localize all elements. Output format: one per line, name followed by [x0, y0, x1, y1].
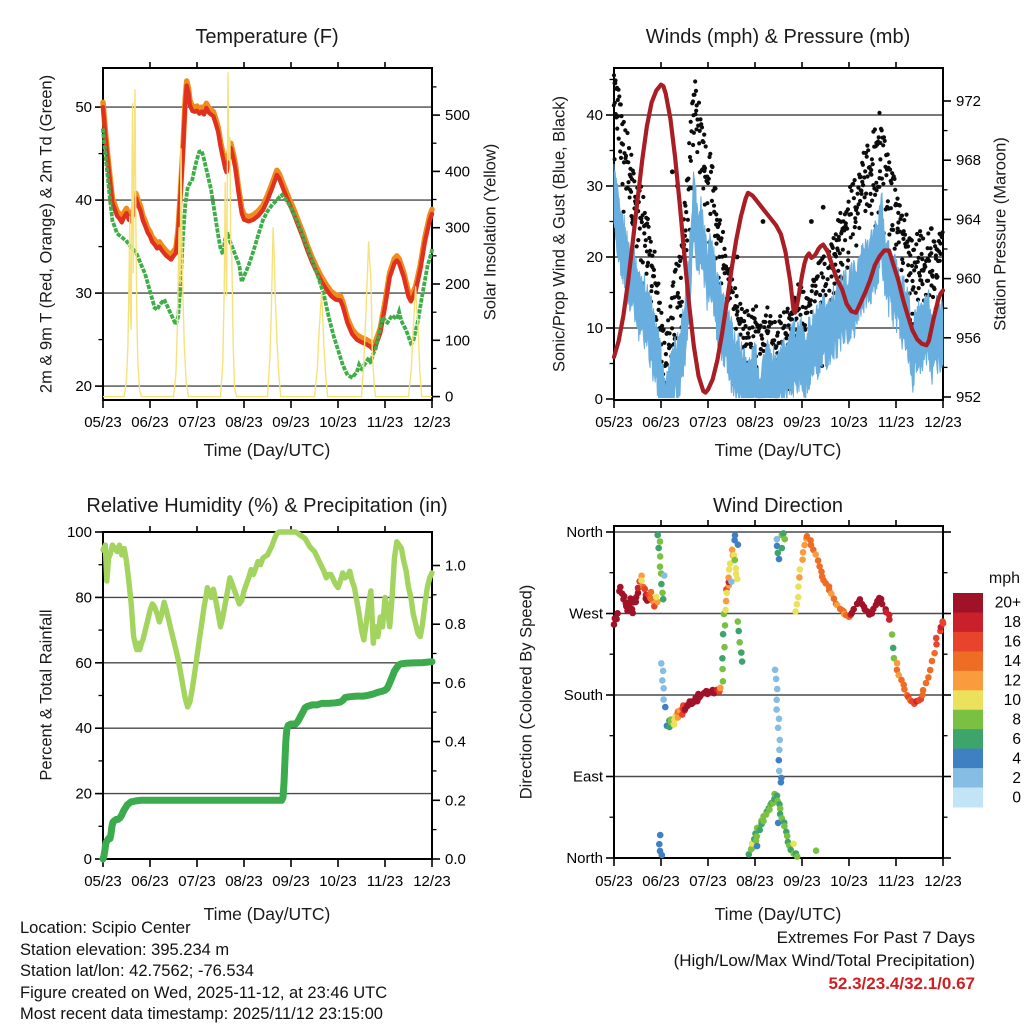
svg-text:40: 40	[75, 192, 92, 210]
svg-text:11/23: 11/23	[366, 873, 404, 890]
svg-text:06/23: 06/23	[131, 414, 169, 431]
svg-text:07/23: 07/23	[689, 873, 727, 890]
humidity-left-axis-label: Percent & Total Rainfall	[37, 609, 56, 781]
svg-text:0: 0	[445, 388, 454, 406]
svg-text:1.0: 1.0	[445, 557, 466, 575]
winds-x-axis-label: Time (Day/UTC)	[714, 440, 842, 460]
svg-text:2: 2	[1012, 769, 1021, 787]
station-location: Location: Scipio Center	[20, 919, 191, 937]
svg-text:960: 960	[956, 270, 982, 288]
svg-text:972: 972	[956, 93, 982, 110]
svg-text:0.0: 0.0	[445, 851, 466, 868]
svg-text:06/23: 06/23	[131, 873, 169, 890]
svg-text:20: 20	[75, 785, 92, 803]
svg-text:30: 30	[75, 285, 92, 303]
svg-text:07/23: 07/23	[689, 414, 727, 431]
svg-text:South: South	[563, 687, 603, 704]
svg-text:11/23: 11/23	[877, 873, 915, 890]
station-info-block	[20, 918, 387, 1024]
svg-text:20: 20	[75, 378, 92, 396]
svg-text:300: 300	[445, 219, 471, 237]
svg-text:North: North	[566, 850, 603, 867]
svg-text:0: 0	[1012, 789, 1021, 807]
svg-text:30: 30	[586, 178, 603, 195]
extremes-title: Extremes For Past 7 Days	[776, 928, 975, 947]
svg-text:10/23: 10/23	[830, 414, 868, 431]
svg-text:12/23: 12/23	[924, 873, 962, 890]
svg-text:0.6: 0.6	[445, 674, 466, 692]
svg-text:12/23: 12/23	[413, 873, 451, 890]
svg-text:952: 952	[956, 389, 982, 406]
temperature-left-axis-label: 2m & 9m T (Red, Orange) & 2m Td (Green)	[37, 74, 56, 394]
wind-left-axis-label: Sonic/Prop Wind & Gust (Blue, Black)	[550, 95, 569, 373]
svg-text:09/23: 09/23	[272, 873, 310, 890]
svg-text:10/23: 10/23	[319, 414, 357, 431]
svg-text:09/23: 09/23	[272, 414, 310, 431]
extremes-subtitle: (High/Low/Max Wind/Total Precipitation)	[673, 951, 975, 970]
svg-text:07/23: 07/23	[178, 414, 216, 431]
svg-text:09/23: 09/23	[783, 873, 821, 890]
svg-text:200: 200	[445, 276, 471, 293]
extremes-values: 52.3/23.4/32.1/0.67	[828, 974, 975, 993]
svg-text:0.2: 0.2	[445, 792, 466, 810]
svg-text:8: 8	[1012, 711, 1021, 729]
svg-text:80: 80	[75, 589, 92, 607]
wind-direction-x-axis-label: Time (Day/UTC)	[714, 904, 842, 924]
svg-text:60: 60	[75, 654, 92, 672]
svg-text:40: 40	[586, 107, 603, 124]
humidity-chart-title: Relative Humidity (%) & Precipitation (in)	[86, 495, 448, 517]
extremes-block	[545, 926, 975, 995]
svg-text:0.8: 0.8	[445, 616, 466, 634]
colorbar-title: mph	[988, 570, 1020, 587]
svg-text:100: 100	[66, 524, 92, 541]
svg-text:08/23: 08/23	[736, 873, 774, 890]
humidity-x-axis-label: Time (Day/UTC)	[203, 904, 331, 924]
svg-text:50: 50	[75, 99, 92, 117]
svg-text:10/23: 10/23	[830, 873, 868, 890]
svg-text:11/23: 11/23	[366, 414, 404, 431]
svg-text:07/23: 07/23	[178, 873, 216, 890]
most-recent-timestamp: Most recent data timestamp: 2025/11/12 23:15:00	[20, 1005, 383, 1023]
svg-text:500: 500	[445, 107, 471, 125]
svg-text:964: 964	[956, 211, 982, 229]
svg-text:20: 20	[586, 249, 603, 266]
figure-created-time: Figure created on Wed, 2025-11-12, at 23:46 UTC	[20, 983, 388, 1002]
svg-text:4: 4	[1012, 750, 1021, 768]
svg-text:08/23: 08/23	[225, 414, 263, 431]
svg-text:100: 100	[445, 332, 471, 350]
svg-text:40: 40	[75, 720, 92, 738]
svg-text:12: 12	[1003, 672, 1021, 690]
svg-text:West: West	[569, 605, 603, 623]
direction-left-axis-label: Direction (Colored By Speed)	[517, 584, 536, 800]
svg-text:08/23: 08/23	[225, 873, 263, 890]
svg-text:05/23: 05/23	[84, 873, 122, 890]
svg-text:10: 10	[586, 320, 603, 337]
svg-text:06/23: 06/23	[642, 873, 680, 890]
svg-text:10/23: 10/23	[319, 873, 357, 890]
svg-text:20+: 20+	[994, 594, 1021, 612]
svg-text:0: 0	[594, 391, 603, 408]
pressure-right-axis-label: Station Pressure (Maroon)	[991, 137, 1010, 331]
svg-text:05/23: 05/23	[595, 414, 633, 431]
svg-text:12/23: 12/23	[413, 414, 451, 431]
station-latlon: Station lat/lon: 42.7562; -76.534	[20, 962, 254, 980]
svg-text:0.4: 0.4	[445, 733, 466, 751]
svg-text:09/23: 09/23	[783, 414, 821, 431]
winds-chart-title: Winds (mph) & Pressure (mb)	[645, 26, 911, 48]
svg-text:East: East	[572, 768, 603, 786]
svg-text:10: 10	[1003, 692, 1021, 709]
svg-text:18: 18	[1003, 614, 1021, 632]
temperature-chart-title: Temperature (F)	[195, 26, 339, 48]
wind-direction-chart-title: Wind Direction	[712, 495, 844, 517]
svg-text:05/23: 05/23	[84, 414, 122, 431]
temperature-x-axis-label: Time (Day/UTC)	[203, 440, 331, 460]
svg-text:11/23: 11/23	[877, 414, 915, 431]
svg-text:08/23: 08/23	[736, 414, 774, 431]
solar-right-axis-label: Solar Insolation (Yellow)	[481, 143, 500, 321]
svg-text:14: 14	[1003, 653, 1021, 671]
svg-text:16: 16	[1003, 633, 1021, 651]
station-elevation: Station elevation: 395.234 m	[20, 940, 230, 959]
svg-text:956: 956	[956, 329, 982, 347]
svg-text:400: 400	[445, 163, 471, 181]
svg-text:6: 6	[1012, 730, 1021, 748]
svg-text:05/23: 05/23	[595, 873, 633, 890]
svg-text:06/23: 06/23	[642, 414, 680, 431]
svg-text:12/23: 12/23	[924, 414, 962, 431]
svg-text:0: 0	[83, 851, 92, 868]
svg-text:North: North	[566, 524, 603, 541]
svg-text:968: 968	[956, 152, 982, 170]
